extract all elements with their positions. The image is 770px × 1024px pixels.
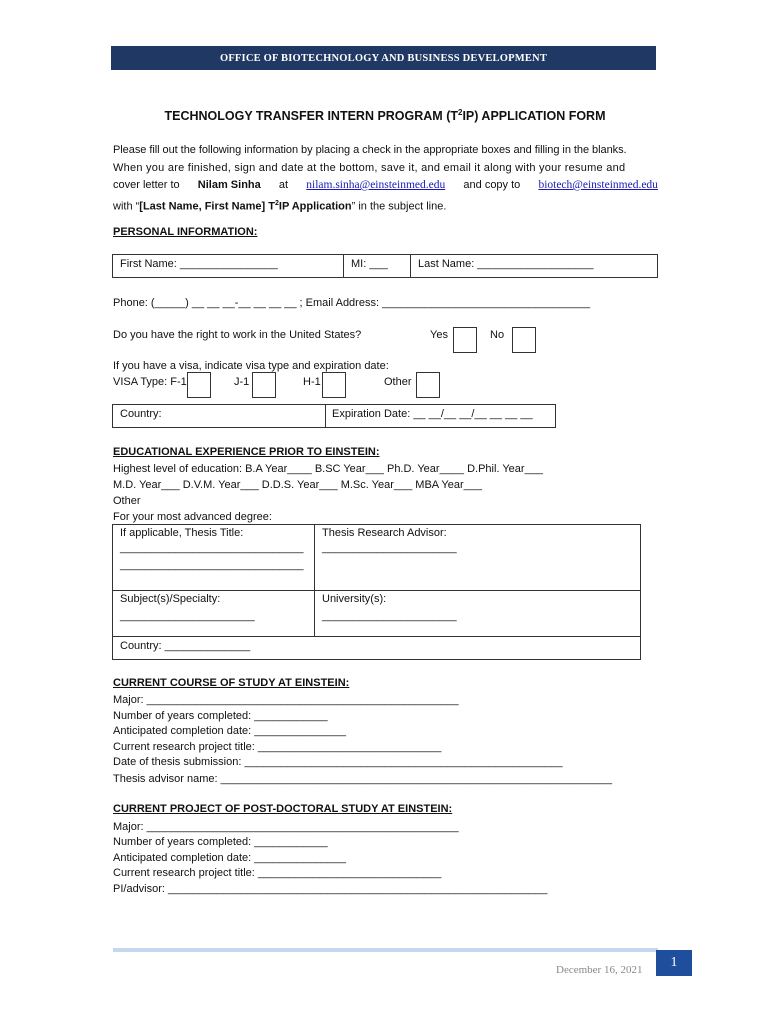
education-level-line-2[interactable]: M.D. Year___ D.V.M. Year___ D.D.S. Year___ M.Sc. Year___ MBA Year___ [113, 479, 482, 491]
course-major-field[interactable]: Major: ___________________________________________________ [113, 694, 459, 706]
advanced-degree-label: For your most advanced degree: [113, 511, 272, 523]
country-expiration-row [112, 404, 556, 428]
name-row [112, 254, 658, 278]
visa-other-label: Other [384, 376, 412, 388]
pi-advisor-field[interactable]: PI/advisor: ______________________________________________________________ [113, 883, 548, 895]
yes-label: Yes [430, 329, 448, 341]
thesis-advisor-blank[interactable]: ______________________ [322, 542, 457, 554]
personal-info-heading: PERSONAL INFORMATION: [113, 226, 258, 238]
page-number: 1 [656, 950, 692, 976]
visa-j1-checkbox[interactable] [252, 372, 276, 398]
visa-type-label: VISA Type: F-1 [113, 376, 187, 388]
email-link-nilam[interactable]: nilam.sinha@einsteinmed.edu [306, 179, 446, 191]
thesis-submission-field[interactable]: Date of thesis submission: ____________________________________________________ [113, 756, 563, 768]
university-label: University(s): [322, 593, 387, 605]
intro-line-1: Please fill out the following information by placing a check in the appropriate boxes and filling in the blanks. [113, 144, 627, 156]
yes-checkbox[interactable] [453, 327, 477, 353]
footer-divider [113, 948, 658, 952]
first-name-field[interactable]: First Name: ________________ [120, 258, 278, 270]
mi-field[interactable]: MI: ___ [351, 258, 388, 270]
postdoc-completion-field[interactable]: Anticipated completion date: _______________ [113, 852, 347, 864]
no-label: No [490, 329, 505, 341]
subject-specialty-blank[interactable]: ______________________ [120, 610, 255, 622]
subject-specialty-label: Subject(s)/Specialty: [120, 593, 221, 605]
header-banner: OFFICE OF BIOTECHNOLOGY AND BUSINESS DEVELOPMENT [111, 46, 656, 70]
thesis-advisor-label: Thesis Research Advisor: [322, 527, 447, 539]
postdoc-heading: CURRENT PROJECT OF POST-DOCTORAL STUDY AT EINSTEIN: [113, 803, 453, 815]
visa-j1-label: J-1 [234, 376, 250, 388]
university-blank[interactable]: ______________________ [322, 610, 457, 622]
expiration-date-field[interactable]: Expiration Date: __ __/__ __/__ __ __ __ [332, 408, 533, 420]
postdoc-years-field[interactable]: Number of years completed: ____________ [113, 836, 328, 848]
degree-table [112, 524, 641, 660]
thesis-advisor-name-field[interactable]: Thesis advisor name: ________________________________________________________________ [113, 773, 613, 785]
last-name-field[interactable]: Last Name: ___________________ [418, 258, 594, 270]
education-other[interactable]: Other [113, 495, 141, 507]
course-project-field[interactable]: Current research project title: ______________________________ [113, 741, 442, 753]
education-country-field[interactable]: Country: ______________ [120, 640, 251, 652]
visa-h1-checkbox[interactable] [322, 372, 346, 398]
postdoc-major-field[interactable]: Major: ___________________________________________________ [113, 821, 459, 833]
visa-other-checkbox[interactable] [416, 372, 440, 398]
course-years-field[interactable]: Number of years completed: ____________ [113, 710, 328, 722]
visa-prompt: If you have a visa, indicate visa type and expiration date: [113, 360, 389, 372]
visa-h1-label: H-1 [303, 376, 321, 388]
education-heading: EDUCATIONAL EXPERIENCE PRIOR TO EINSTEIN: [113, 446, 380, 458]
postdoc-project-field[interactable]: Current research project title: ______________________________ [113, 867, 442, 879]
intro-line-4: with “[Last Name, First Name] $T^2IP$ Application” in the subject line. [113, 199, 447, 213]
course-completion-field[interactable]: Anticipated completion date: _______________ [113, 725, 347, 737]
country-field[interactable]: Country: [120, 408, 162, 420]
visa-f1-checkbox[interactable] [187, 372, 211, 398]
contact-name: Nilam Sinha [197, 179, 261, 191]
current-course-heading: CURRENT COURSE OF STUDY AT EINSTEIN: [113, 677, 350, 689]
instructions [113, 142, 658, 216]
thesis-title-blank-2[interactable]: ______________________________ [120, 559, 304, 571]
education-level-line-1[interactable]: Highest level of education: B.A Year____ B.SC Year___ Ph.D. Year____ D.Phil. Year___ [113, 463, 543, 475]
footer-date: December 16, 2021 [556, 964, 643, 976]
form-title: TECHNOLOGY TRANSFER INTERN PROGRAM $(T^2IP)$ APPLICATION FORM [164, 108, 606, 124]
work-right-question: Do you have the right to work in the United States? [113, 329, 362, 341]
intro-line-2: When you are finished, sign and date at the bottom, save it, and email it along with your resume and [113, 161, 626, 174]
no-checkbox[interactable] [512, 327, 536, 353]
email-link-biotech[interactable]: biotech@einsteinmed.edu [538, 179, 658, 191]
thesis-title-label: If applicable, Thesis Title: [120, 527, 244, 539]
thesis-title-blank-1[interactable]: ______________________________ [120, 542, 304, 554]
phone-email-field[interactable]: Phone: (_____) __ __ __-__ __ __ __ ; Email Address: __________________________________ [113, 297, 591, 309]
intro-line-3: cover letter to Nilam Sinha at nilam.sinha@einsteinmed.edu and copy to biotech@einsteinmed.edu [113, 177, 658, 195]
